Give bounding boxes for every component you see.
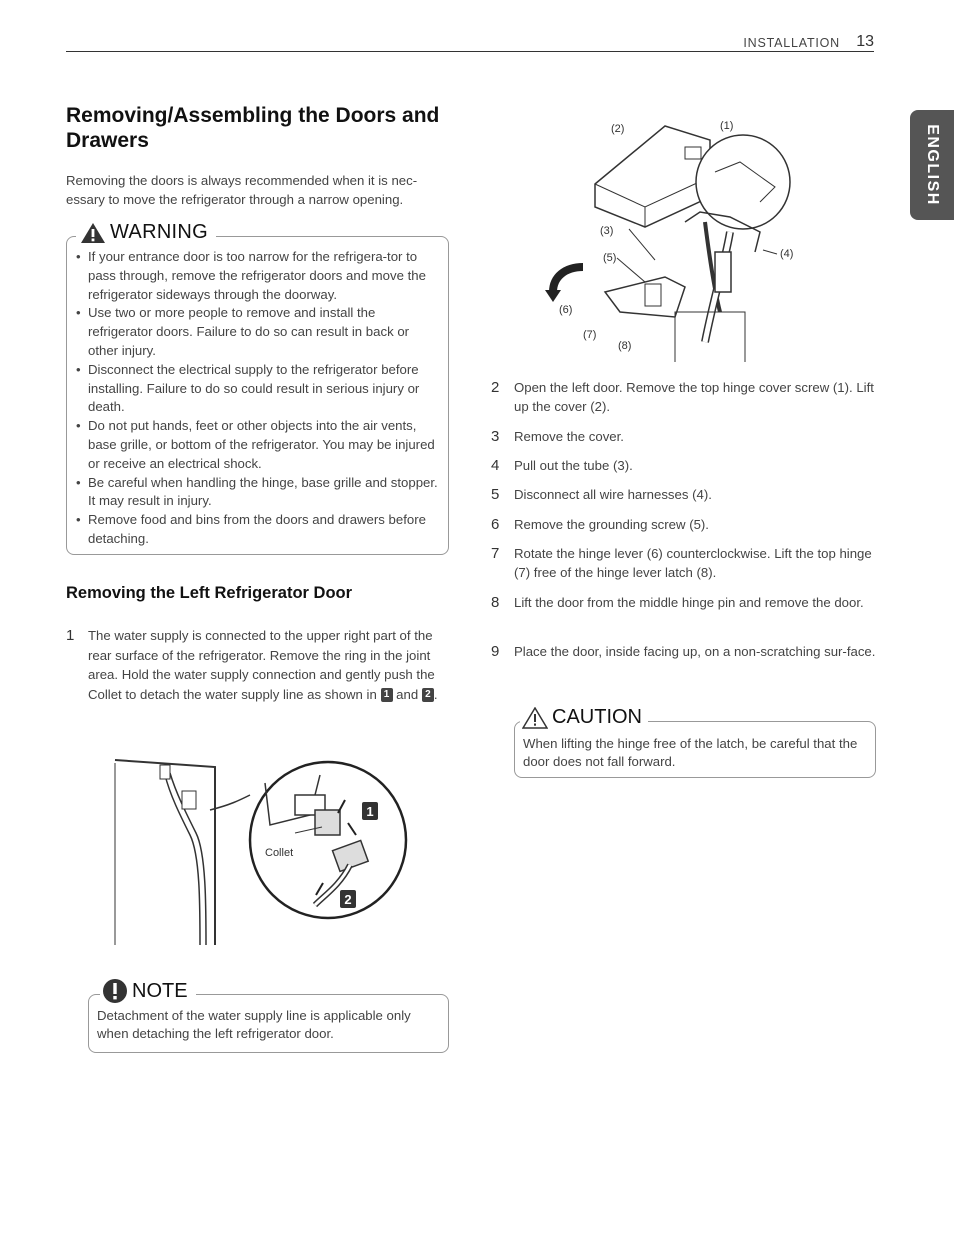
fig2-label-8: (8) [618, 340, 632, 352]
fig-badge-1: 1 [366, 804, 374, 819]
step-number: 8 [491, 594, 500, 611]
caution-text: When lifting the hinge free of the latch, be careful that the door does not fall forward. [523, 736, 858, 769]
fig2-label-2: (2) [611, 123, 625, 135]
note-text: Detachment of the water supply line is applicable only when detaching the left refrigerator door. [97, 1008, 411, 1041]
water-supply-figure [110, 755, 410, 950]
step-text: Remove the grounding screw (5). [514, 517, 709, 532]
step-badge-1: 1 [381, 688, 393, 702]
step-1 [66, 626, 444, 704]
collet-label: Collet [265, 847, 294, 859]
page-number: 13 [856, 33, 874, 50]
step-connector: and [396, 686, 419, 702]
hinge-figure [545, 112, 825, 362]
step-text: The water supply is connected to the upper right part of the rear surface of the refrigerator. Remove the ring in the joint area. Hold the water supply connection and gently push the Collet to detach the water supply line as shown in [88, 628, 435, 702]
fig2-label-3: (3) [600, 225, 614, 237]
step-text: Remove the cover. [514, 429, 624, 444]
language-tab [910, 110, 954, 220]
caution-triangle-icon [522, 707, 548, 729]
step-number: 3 [491, 428, 500, 445]
step-text: Rotate the hinge lever (6) counterclockwise. Lift the top hinge (7) free of the hinge lever latch (8). [514, 546, 872, 580]
step-text: Disconnect all wire harnesses (4). [514, 487, 712, 502]
step-number: 6 [491, 516, 500, 533]
step-badge-2: 2 [422, 688, 434, 702]
warning-item: • Disconnect the electrical supply to the refrigerator before installing. Failure to do so could result in serious injury or death. [74, 361, 440, 417]
page-title: Removing/Assembling the Doors and Drawers [66, 104, 440, 152]
step-number: 5 [491, 486, 500, 503]
fig2-label-4: (4) [780, 248, 794, 260]
warning-triangle-icon [80, 222, 106, 244]
caution-heading [520, 706, 648, 729]
warning-item: • Use two or more people to remove and install the refrigerator doors. Failure to do so can result in back or other injury. [74, 304, 440, 360]
step-text: Lift the door from the middle hinge pin and remove the door. [514, 595, 864, 610]
step-text: Place the door, inside facing up, on a non-scratching sur-face. [514, 644, 876, 659]
header-rule [66, 51, 874, 52]
fig2-label-5: (5) [603, 252, 617, 264]
step-number: 7 [491, 545, 500, 562]
warning-heading [76, 221, 216, 244]
note-label: NOTE [132, 979, 188, 1002]
step-text: Pull out the tube (3). [514, 458, 633, 473]
note-exclamation-icon [102, 978, 128, 1004]
fig-badge-2: 2 [344, 892, 352, 907]
step-number: 2 [491, 379, 500, 396]
step-number: 4 [491, 457, 500, 474]
caution-label: CAUTION [552, 706, 642, 728]
warning-list [74, 248, 440, 549]
fig2-label-6: (6) [559, 304, 573, 316]
fig2-label-7: (7) [583, 329, 597, 341]
language-tab-label: ENGLISH [924, 124, 941, 206]
warning-item: • Remove food and bins from the doors and drawers before detaching. [74, 511, 440, 549]
warning-item: • Be careful when handling the hinge, base grille and stopper. It may result in injury. [74, 474, 440, 512]
note-heading [100, 978, 196, 1004]
header-section-label: INSTALLATION [743, 36, 840, 50]
warning-item: • Do not put hands, feet or other objects into the air vents, base grille, or bottom of the refrigerator. You may be injured or receive an electrical shock. [74, 417, 440, 473]
step-end: . [433, 686, 438, 702]
step-number: 9 [491, 643, 500, 660]
warning-item: • If your entrance door is too narrow for the refrigera-tor to pass through, remove the refrigerator doors and move the refrigerator sideways through the doorway. [74, 248, 440, 304]
step-number: 1 [66, 627, 75, 644]
warning-label: WARNING [110, 221, 209, 243]
fig2-label-1: (1) [720, 120, 734, 132]
section-subheading: Removing the Left Refrigerator Door [66, 584, 353, 602]
step-text: Open the left door. Remove the top hinge cover screw (1). Lift up the cover (2). [514, 380, 874, 414]
intro-paragraph: Removing the doors is always recommended when it is nec-essary to move the refrigerator through a narrow opening. [66, 173, 418, 207]
